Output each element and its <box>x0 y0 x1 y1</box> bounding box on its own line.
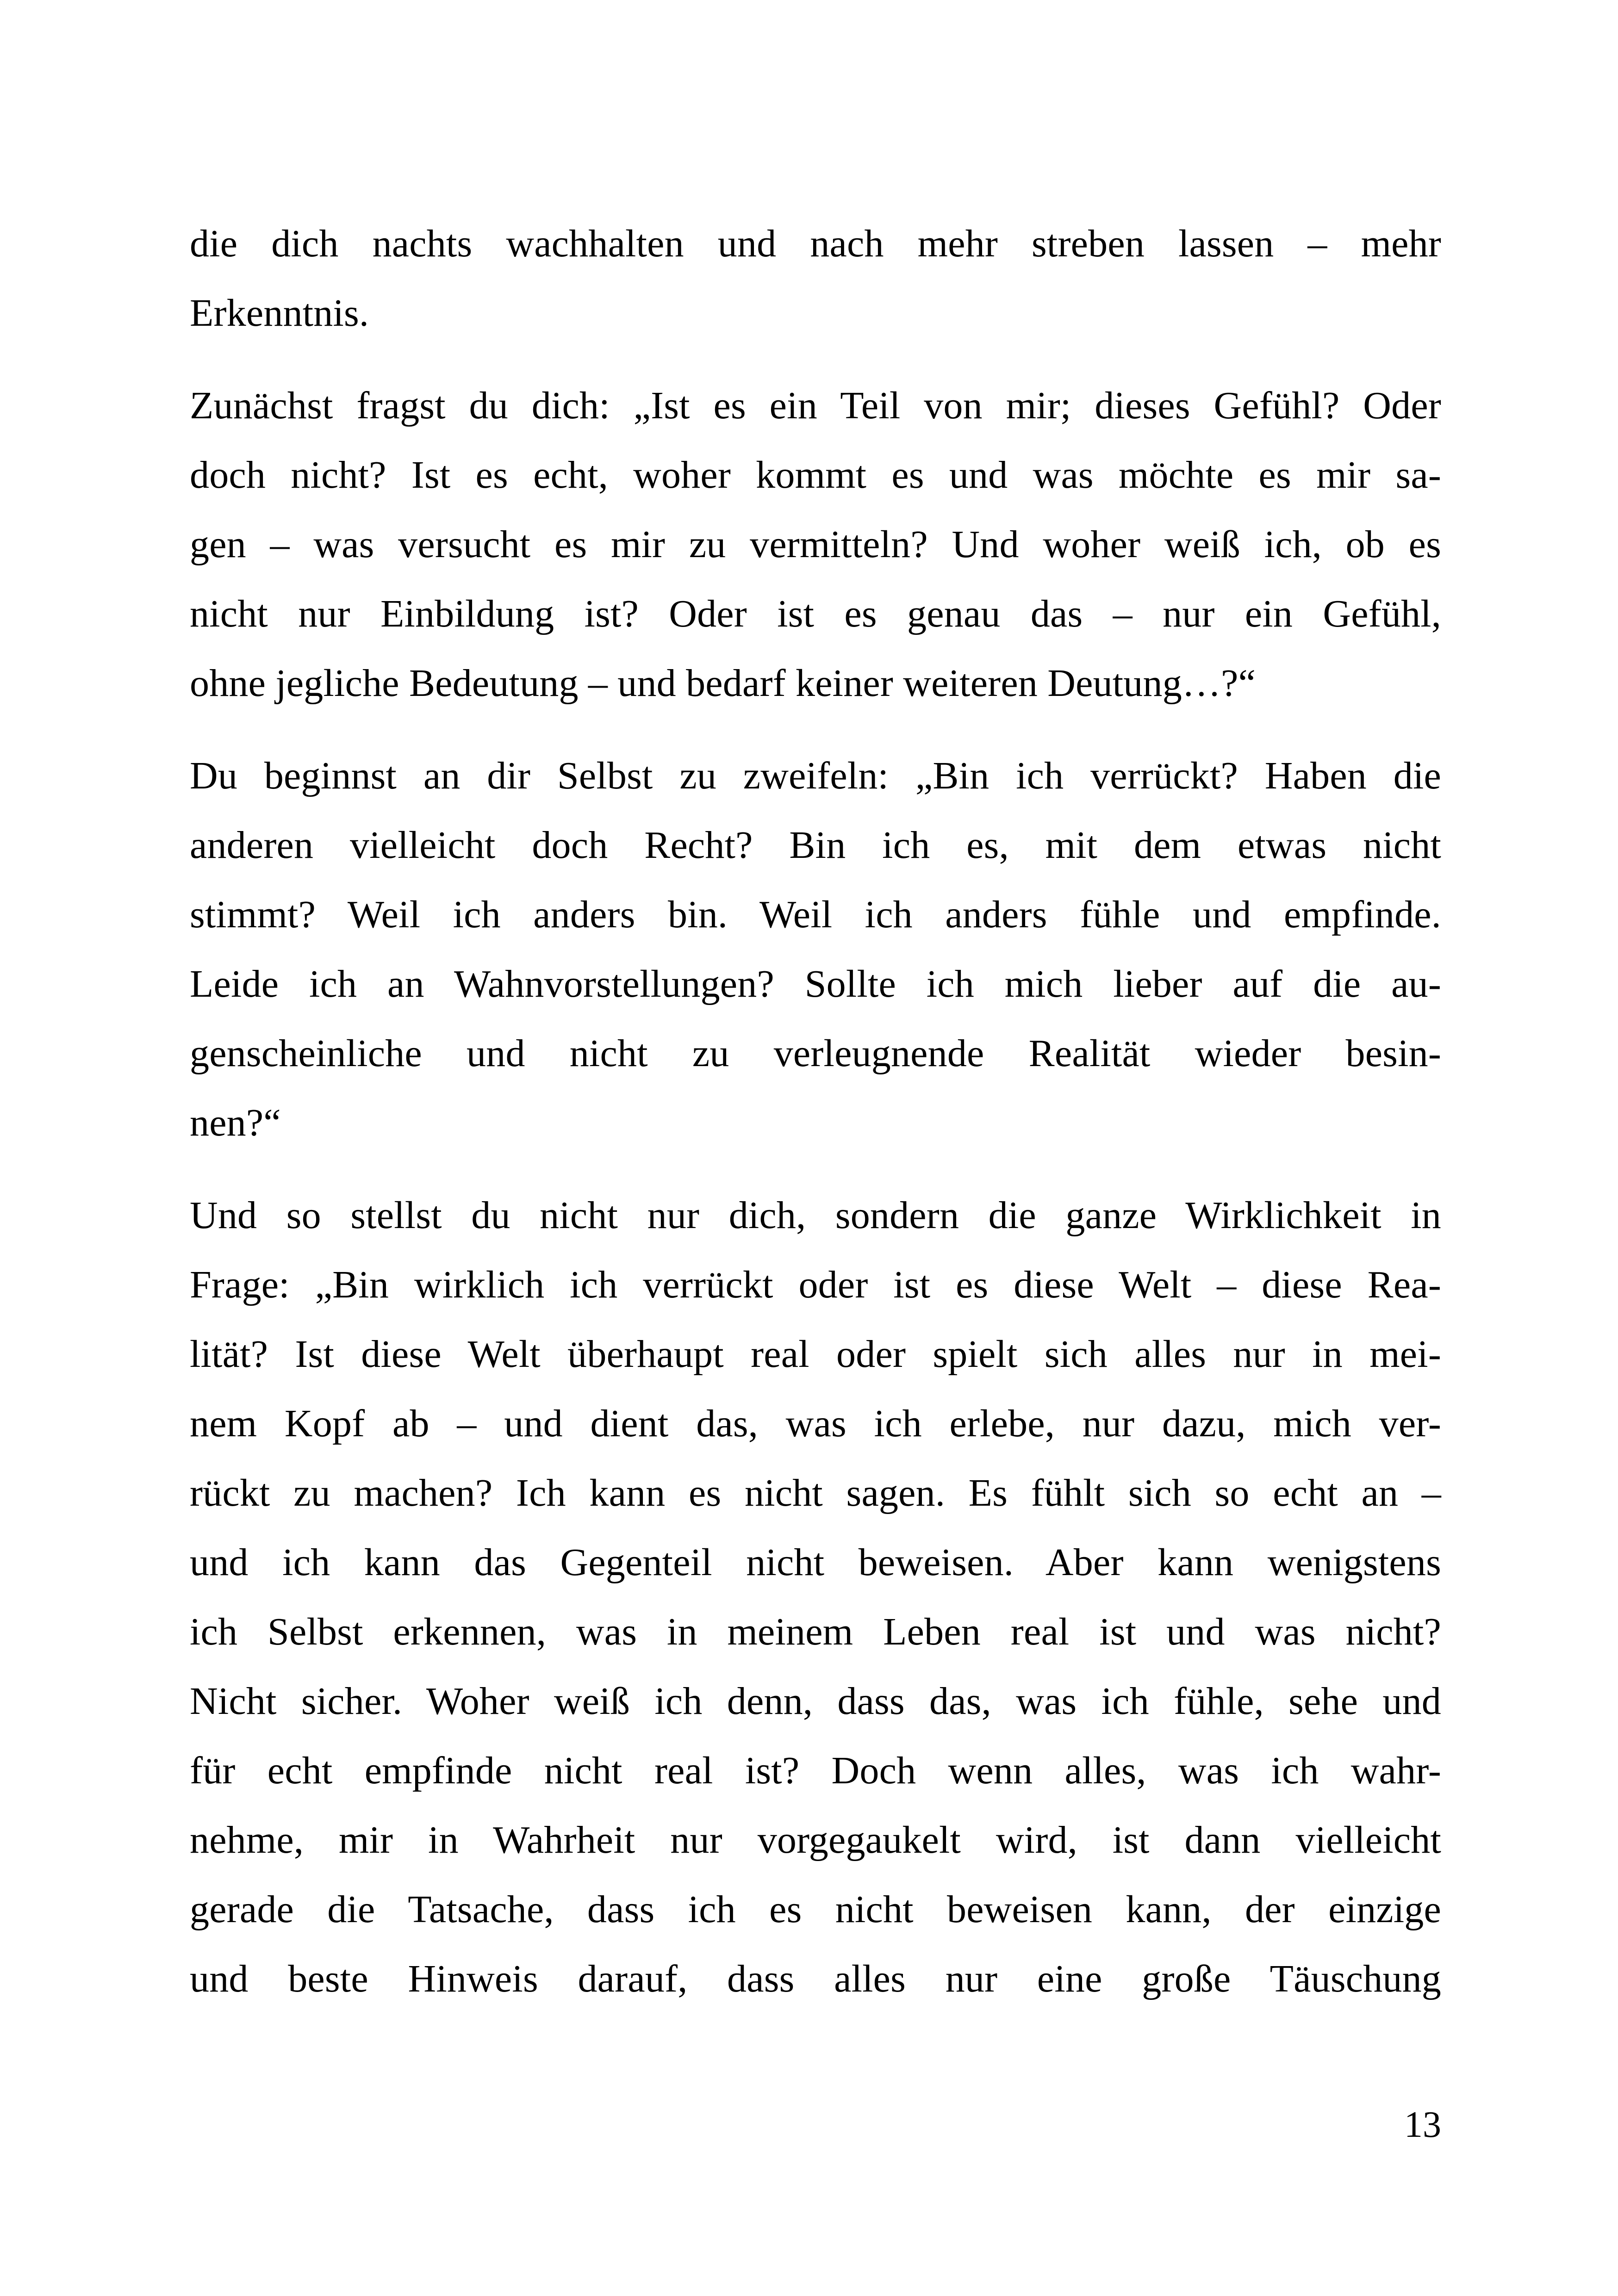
text-line: ohne jegliche Bedeutung – und bedarf keiner weiteren Deutung…?“ <box>190 662 1256 705</box>
text-line: rückt zu machen? Ich kann es nicht sagen. Es fühlt sich so echt an – <box>190 1471 1441 1514</box>
text-line: die dich nachts wachhalten und nach mehr streben lassen – mehr <box>190 222 1441 265</box>
paragraph <box>190 209 1441 348</box>
text-line: gen – was versucht es mir zu vermitteln? Und woher weiß ich, ob es <box>190 523 1441 566</box>
page-text <box>190 209 1441 2014</box>
text-line: ich Selbst erkennen, was in meinem Leben real ist und was nicht? <box>190 1610 1441 1653</box>
text-line: und ich kann das Gegenteil nicht beweisen. Aber kann wenigstens <box>190 1541 1441 1584</box>
text-line: nem Kopf ab – und dient das, was ich erlebe, nur dazu, mich ver- <box>190 1402 1441 1445</box>
text-line: Zunächst fragst du dich: „Ist es ein Teil von mir; dieses Gefühl? Oder <box>190 384 1441 427</box>
text-line: nen?“ <box>190 1101 281 1144</box>
text-line: stimmt? Weil ich anders bin. Weil ich anders fühle und empfinde. <box>190 893 1441 936</box>
text-line: Du beginnst an dir Selbst zu zweifeln: „Bin ich verrückt? Haben die <box>190 754 1441 797</box>
text-line: nehme, mir in Wahrheit nur vorgegaukelt wird, ist dann vielleicht <box>190 1818 1441 1862</box>
text-line: genscheinliche und nicht zu verleugnende Realität wieder besin- <box>190 1032 1441 1075</box>
text-line: Und so stellst du nicht nur dich, sondern die ganze Wirklichkeit in <box>190 1194 1441 1237</box>
text-line: lität? Ist diese Welt überhaupt real oder spielt sich alles nur in mei- <box>190 1333 1441 1376</box>
text-line: nicht nur Einbildung ist? Oder ist es genau das – nur ein Gefühl, <box>190 592 1441 635</box>
page-number: 13 <box>1404 2104 1441 2145</box>
text-line: anderen vielleicht doch Recht? Bin ich es, mit dem etwas nicht <box>190 824 1441 867</box>
text-line: Frage: „Bin wirklich ich verrückt oder ist es diese Welt – diese Rea- <box>190 1263 1441 1306</box>
text-line: Nicht sicher. Woher weiß ich denn, dass das, was ich fühle, sehe und <box>190 1680 1441 1723</box>
text-line: und beste Hinweis darauf, dass alles nur eine große Täuschung <box>190 1957 1441 2000</box>
paragraph <box>190 1181 1441 2014</box>
paragraph <box>190 741 1441 1158</box>
text-line: Erkenntnis. <box>190 292 369 335</box>
text-line: Leide ich an Wahnvorstellungen? Sollte ich mich lieber auf die au- <box>190 962 1441 1005</box>
text-line: gerade die Tatsache, dass ich es nicht beweisen kann, der einzige <box>190 1888 1441 1931</box>
text-line: für echt empfinde nicht real ist? Doch wenn alles, was ich wahr- <box>190 1749 1441 1792</box>
paragraph <box>190 371 1441 718</box>
page-footer <box>190 2099 1441 2150</box>
text-line: doch nicht? Ist es echt, woher kommt es und was möchte es mir sa- <box>190 453 1441 496</box>
